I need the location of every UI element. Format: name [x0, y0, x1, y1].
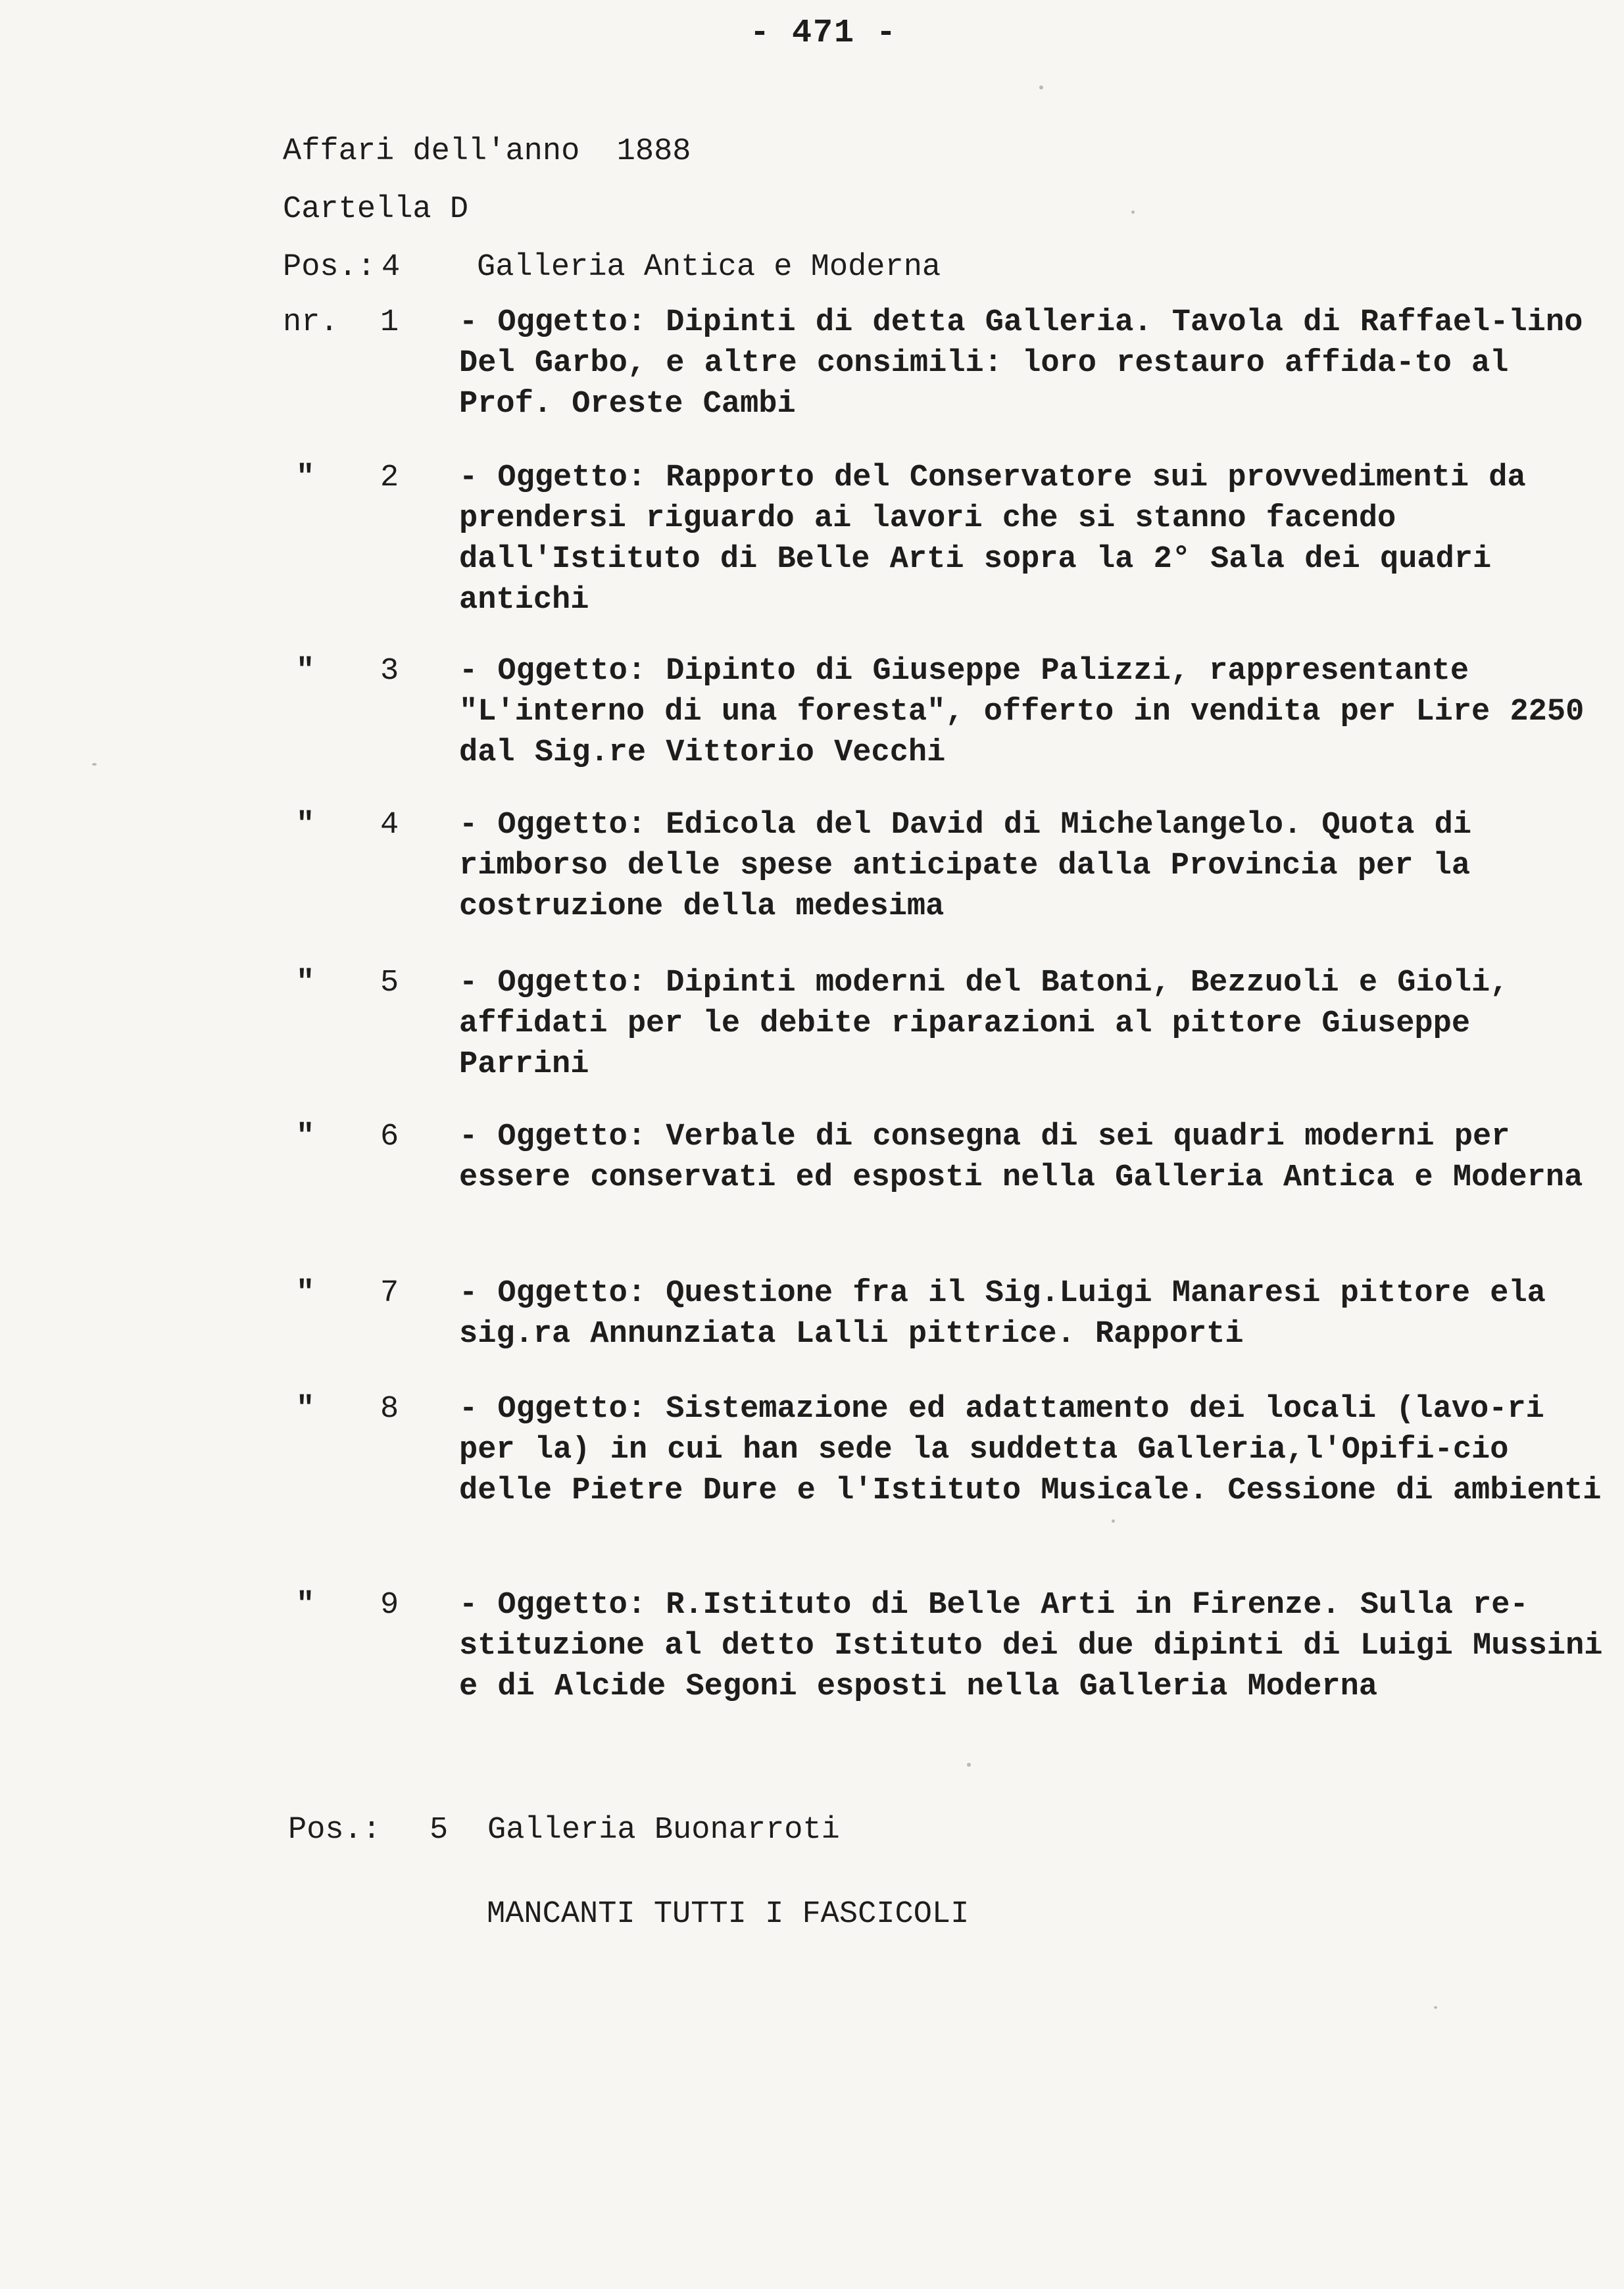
section-title: Galleria Buonarroti	[487, 1813, 840, 1848]
entry-text: - Oggetto: R.Istituto di Belle Arti in Firenze. Sulla re-stituzione al detto Istituto dei due dipinti di Luigi Mussini e di Alcide Segoni esposti nella Galleria Moderna	[459, 1588, 1603, 1704]
scan-speck	[1131, 210, 1135, 214]
pos-label: Pos.:	[283, 250, 376, 285]
entry-number: 2	[380, 460, 399, 495]
entry-number: 9	[380, 1588, 399, 1623]
entry-number: 4	[380, 808, 399, 843]
ditto-mark: "	[296, 1120, 315, 1154]
pos-number: 5	[430, 1813, 449, 1848]
entry-text: - Oggetto: Sistemazione ed adattamento dei locali (lavo-ri per la) in cui han sede la suddetta Galleria,l'Opifi-cio delle Pietre Dure e l'Istituto Musicale. Cessione di ambienti	[459, 1392, 1602, 1508]
pos-label: Pos.:	[288, 1813, 381, 1848]
entry-text: - Oggetto: Dipinto di Giuseppe Palizzi, rappresentante "L'interno di una foresta", offerto in vendita per Lire 2250 dal Sig.re Vittorio Vecchi	[459, 654, 1585, 770]
entry-number: 5	[380, 966, 399, 1000]
scan-speck	[1039, 86, 1043, 89]
pos-number: 4	[381, 250, 401, 285]
entry-mark: nr.	[283, 305, 339, 340]
ditto-mark: "	[296, 1392, 315, 1427]
entry-text: - Oggetto: Dipinti di detta Galleria. Tavola di Raffael-lino Del Garbo, e altre consimili: loro restauro affida-to al Prof. Oreste Cambi	[459, 305, 1583, 422]
ditto-mark: "	[296, 966, 315, 1000]
ditto-mark: "	[296, 460, 315, 495]
scan-speck	[92, 763, 97, 766]
ditto-mark: "	[296, 654, 315, 689]
page-number: - 471 -	[750, 14, 898, 52]
entry-number: 3	[380, 654, 399, 689]
entry-number: 7	[380, 1276, 399, 1311]
entry-text: - Oggetto: Edicola del David di Michelangelo. Quota di rimborso delle spese anticipate dalla Provincia per la costruzione della medesima	[459, 808, 1472, 924]
entry-number: 1	[380, 305, 399, 340]
folder-line: Cartella D	[283, 192, 469, 227]
entry-text: - Oggetto: Dipinti moderni del Batoni, Bezzuoli e Gioli, affidati per le debite riparazioni al pittore Giuseppe Parrini	[459, 966, 1509, 1082]
scan-speck	[967, 1763, 971, 1767]
ditto-mark: "	[296, 808, 315, 843]
ditto-mark: "	[296, 1276, 315, 1311]
entry-number: 6	[380, 1120, 399, 1154]
ditto-mark: "	[296, 1588, 315, 1623]
entry-text: - Oggetto: Questione fra il Sig.Luigi Manaresi pittore ela sig.ra Annunziata Lalli pittrice. Rapporti	[459, 1276, 1546, 1352]
entry-text: - Oggetto: Verbale di consegna di sei quadri moderni per essere conservati ed esposti nella Galleria Antica e Moderna	[459, 1120, 1583, 1195]
entry-number: 8	[380, 1392, 399, 1427]
scan-speck	[1434, 2006, 1437, 2009]
entry-text: - Oggetto: Rapporto del Conservatore sui provvedimenti da prendersi riguardo ai lavori che si stanno facendo dall'Istituto di Belle Arti sopra la 2° Sala dei quadri antichi	[459, 460, 1526, 618]
missing-files-note: MANCANTI TUTTI I FASCICOLI	[487, 1897, 970, 1932]
scan-speck	[1112, 1519, 1115, 1523]
year-line: Affari dell'anno 1888	[283, 134, 691, 169]
section-title: Galleria Antica e Moderna	[477, 250, 941, 285]
